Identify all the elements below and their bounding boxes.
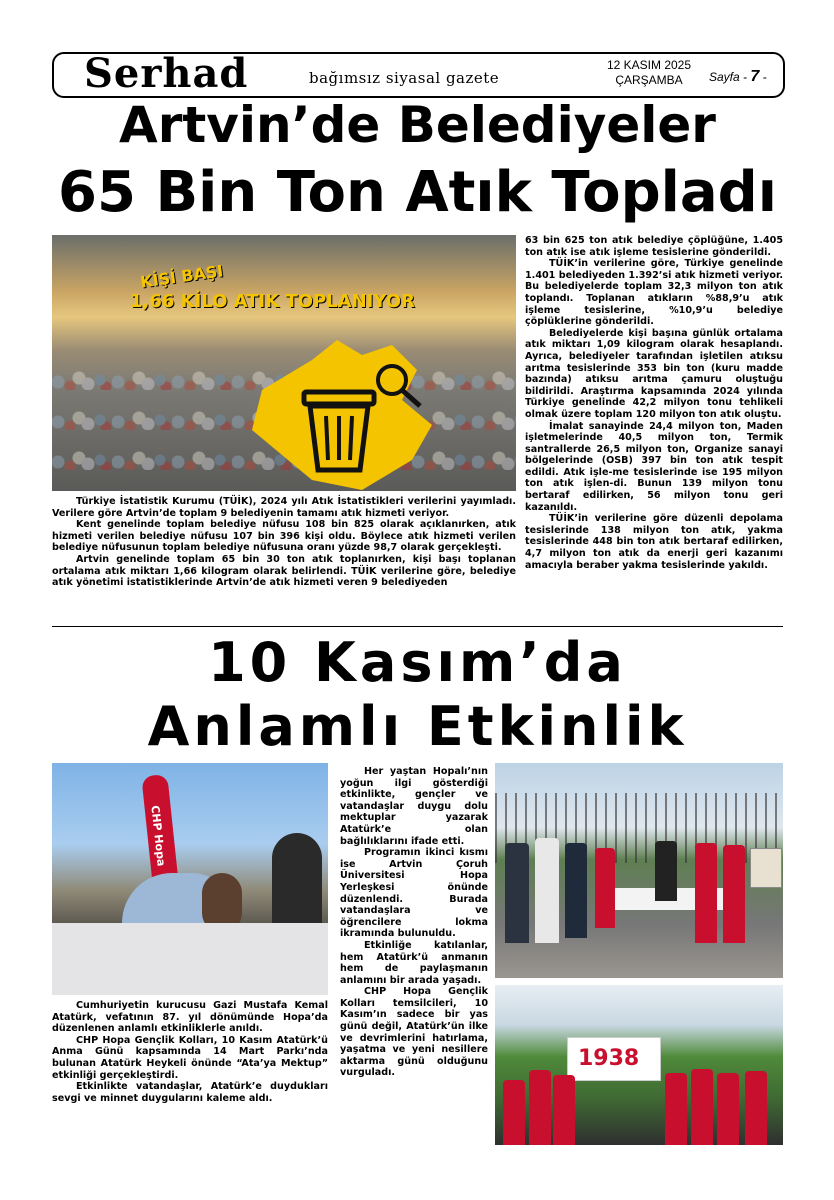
person-figure (505, 843, 529, 943)
chp-flag (141, 774, 178, 886)
article1-right-paragraph: TÜİK’in verilerine göre, Türkiye genelinde 1.401 belediyeden 1.392’si atık hizmeti veriyor. Bu belediyelerde toplam 32,3 milyon ton atık toplandı. Toplanan atıkların %88,9’u atık işleme tesislerine, %10,9’u belediye çöplüklerine gönderildi. (525, 258, 783, 328)
commemoration-banner (567, 1037, 661, 1081)
article2-middle-paragraph: CHP Hopa Gençlik Kolları temsilcileri, 10 Kasım’ın sadece bir yas günü değil, Atatürk’ün ilke ve devrimlerini hatırlama, yaşatma ve yeni nesillere aktarma günü olduğunu vurguladı. (340, 986, 488, 1079)
article1-left-paragraph: Türkiye İstatistik Kurumu (TÜİK), 2024 yılı Atık İstatistikleri verilerini yayımladı. Verilere göre Artvin’de toplam 9 belediyenin tamamı atık hizmeti veriyor. (52, 496, 516, 519)
person-figure (503, 1080, 525, 1145)
newspaper-name: Serhad (84, 50, 249, 97)
banner-group-photo (495, 985, 783, 1145)
article1-left-paragraph: Artvin genelinde toplam 65 bin 30 ton atık toplanırken, kişi başı toplanan ortalama atık miktarı 1,66 kilogram olarak belirlendi. TÜİK verilerine göre, belediye atık yönetimi istatistiklerinde Artvin’de atık hizmeti veren 9 belediyeden (52, 553, 516, 589)
person-figure (535, 838, 559, 943)
ataturk-portrait (750, 848, 782, 888)
article1-headline-line1: Artvin’de Belediyeler (119, 96, 716, 154)
photo-caption-line1: KİŞİ BAŞI (139, 261, 225, 292)
chp-flag-text: CHP Hopa (148, 804, 168, 867)
person-figure (691, 1069, 713, 1145)
person-figure (717, 1073, 739, 1145)
masthead (52, 52, 785, 98)
person-figure (565, 843, 587, 938)
person-figure (723, 845, 745, 943)
page-number-value: 7 (750, 68, 760, 85)
article2-middle-paragraph: Her yaştan Hopalı’nın yoğun ilgi gösterdiği etkinlikte, gençler ve vatandaşlar duygu dolu mektuplar yazarak Atatürk’e olan bağlılıklarını ifade etti. (340, 766, 488, 847)
person-figure (529, 1070, 551, 1145)
photo-caption-line2: 1,66 KİLO ATIK TOPLANIYOR (130, 291, 415, 312)
person-figure (655, 841, 677, 901)
person-figure (745, 1071, 767, 1145)
waste-landfill-photo (52, 235, 516, 491)
article1-right-paragraph: TÜİK’in verilerine göre düzenli depolama tesislerinde 138 milyon ton atık, yakma tesislerinde 448 bin ton atık bertaraf edilirken, 4,7 milyon ton atık da enerji geri kazanımı amacıyla beraber yakma tesislerinde yakıldı. (525, 513, 783, 571)
issue-date-text: 12 KASIM 2025 (606, 58, 692, 72)
article2-left-body (52, 1000, 328, 1104)
article1-left-body (52, 496, 516, 589)
page-number (709, 68, 767, 86)
letter-writing-photo (52, 763, 328, 995)
article2-middle-body (340, 766, 488, 1079)
article1-right-paragraph: Belediyelerde kişi başına günlük ortalama atık miktarı 1,09 kilogram olarak hesaplandı. Ayrıca, belediyeler tarafından işletilen atıksu arıtma tesislerinde 353 bin ton (kuru madde bazında) atıksu arıtma çamuru oluştuğu bildirildi. Araştırma kapsamında 2024 yılında Türkiye genelinde 42,2 milyon tonu tehlikeli olmak üzere toplam 120 milyon ton atık oluştu. (525, 327, 783, 420)
person-figure (595, 848, 615, 928)
artvin-map-trash-icon (242, 330, 457, 491)
table-with-letters (52, 923, 328, 995)
banner-text: 1938 (578, 1046, 640, 1071)
person-figure (553, 1075, 575, 1145)
article1-left-paragraph: Kent genelinde toplam belediye nüfusu 108 bin 825 olarak açıklanırken, atık hizmeti verilen belediye nüfusu 107 bin 396 kişi oldu. Böylece atık hizmeti verilen belediye nüfusunun toplam belediye nüfusuna oranı yüzde 98,7 olarak gerçekleşti. (52, 519, 516, 554)
article1-headline-line2: 65 Bin Ton Atık Topladı (58, 160, 777, 225)
issue-date (594, 58, 704, 88)
article2-left-paragraph: Cumhuriyetin kurucusu Gazi Mustafa Kemal Atatürk, vefatının 87. yıl dönümünde Hopa’da düzenlenen anlamlı etkinliklerle anıldı. (52, 1000, 328, 1035)
person-figure (665, 1073, 687, 1145)
article2-middle-paragraph: Etkinliğe katılanlar, hem Atatürk’ü anmanın hem de paylaşmanın anlamını bir arada yaşadı. (340, 939, 488, 986)
bystander-figure (272, 833, 322, 923)
university-group-photo (495, 763, 783, 978)
issue-day-text: ÇARŞAMBA (615, 73, 683, 87)
page-suffix: - (762, 70, 767, 84)
page-label: Sayfa - (709, 70, 748, 84)
article1-right-body (525, 235, 783, 571)
article1-right-paragraph: 63 bin 625 ton atık belediye çöplüğüne, 1.405 ton atık ise atık işleme tesislerine gönderildi. (525, 235, 783, 258)
article2-headline-line2: Anlamlı Etkinlik (147, 695, 688, 758)
newspaper-tagline: bağımsız siyasal gazete (309, 69, 500, 87)
section-divider (52, 626, 783, 627)
article2-middle-paragraph: Programın ikinci kısmı ise Artvin Çoruh Üniversitesi Hopa Yerleşkesi önünde düzenlendi. Burada vatandaşlara ve öğrencilere lokma ikramında bulunuldu. (340, 847, 488, 940)
person-figure (695, 843, 717, 943)
article2-left-paragraph: Etkinlikte vatandaşlar, Atatürk’e duydukları sevgi ve minnet duygularını kaleme aldı. (52, 1081, 328, 1104)
article2-headline-line1: 10 Kasım’da (208, 631, 627, 694)
article2-left-paragraph: CHP Hopa Gençlik Kolları, 10 Kasım Atatürk’ü Anma Günü kapsamında 14 Mart Parkı’nda bulunan Atatürk Heykeli önünde “Ata’ya Mektup” etkinliği gerçekleştirdi. (52, 1034, 328, 1081)
article1-right-paragraph: İmalat sanayinde 24,4 milyon ton, Maden işletmelerinde 40,5 milyon ton, Termik santrallerde 26,5 milyon ton, Organize sanayi bölgelerinde (OSB) 397 bin ton atık tespit edildi. Atık işle-me tesislerinde ise 195 milyon ton atık işlen-di. Bunun 139 milyon tonu bertaraf edilirken, 56 milyon tonu geri kazanıldı. (525, 420, 783, 513)
